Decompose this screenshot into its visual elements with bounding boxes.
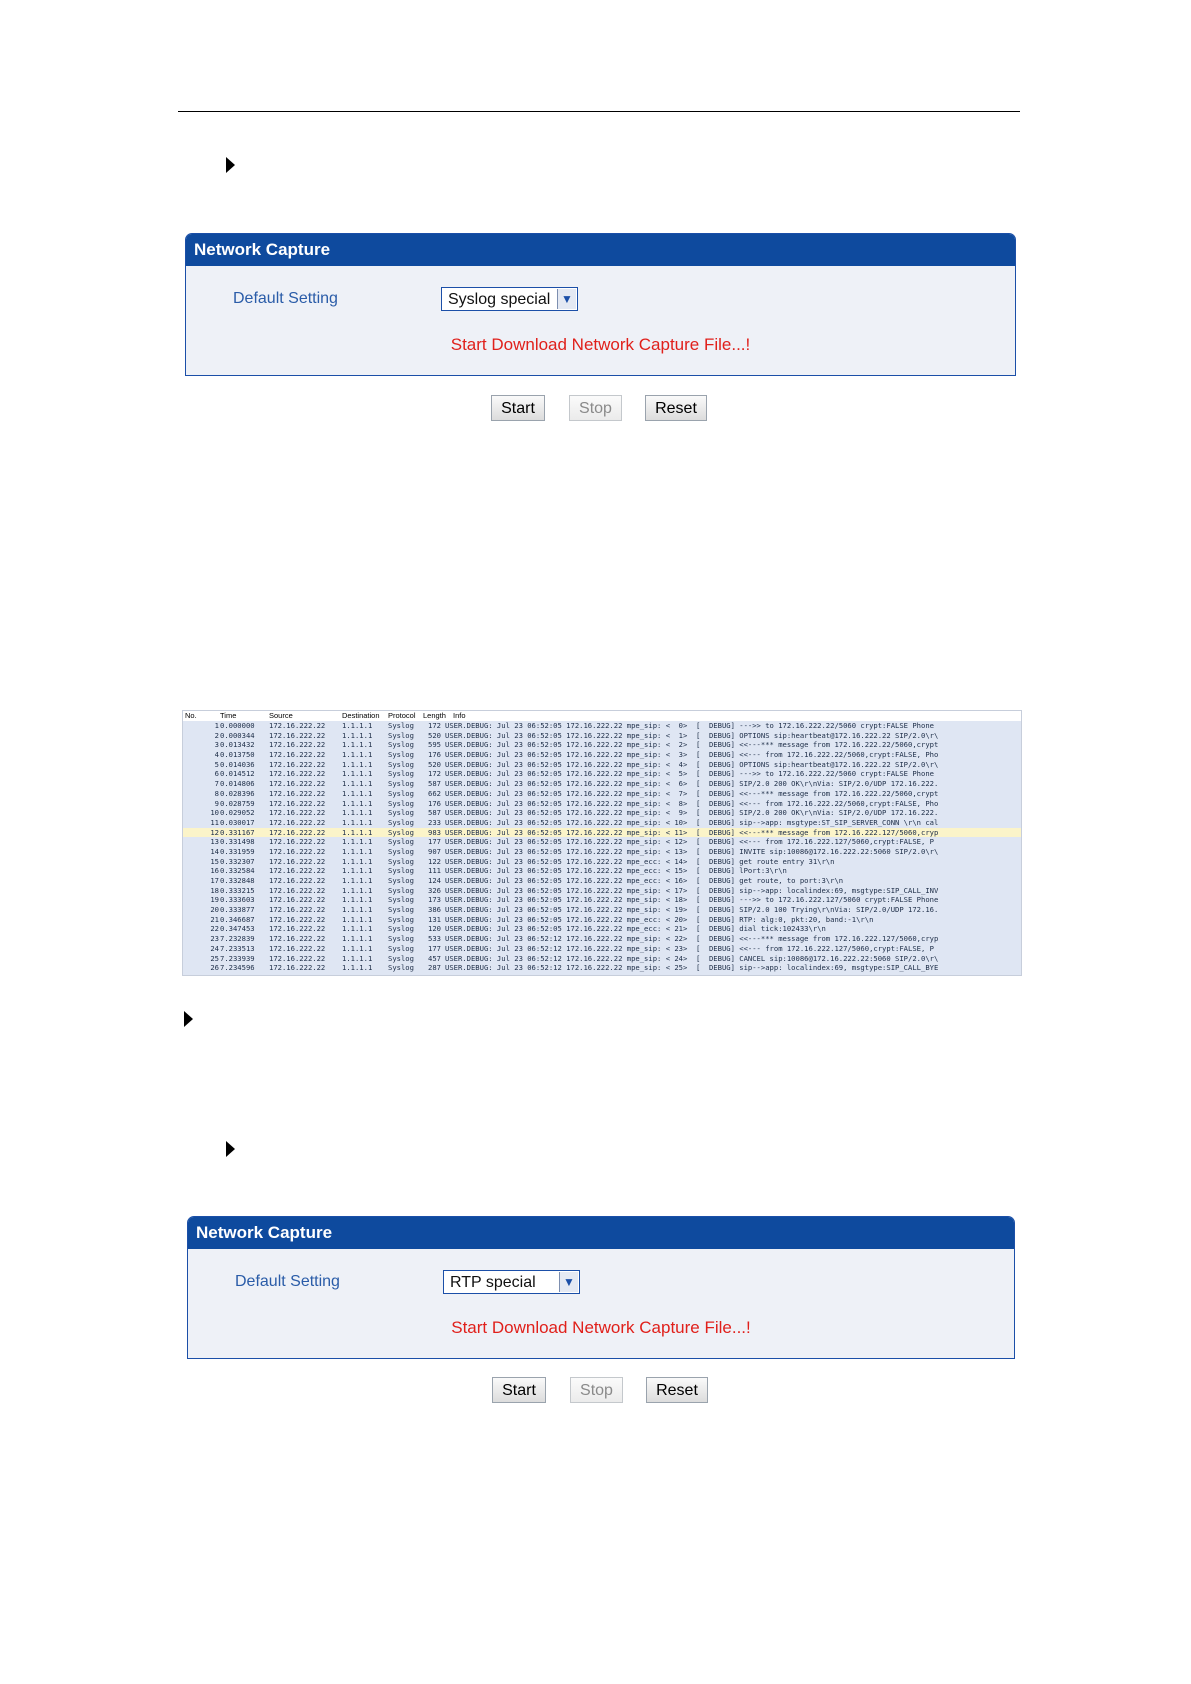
table-row[interactable] [183,721,1021,731]
default-setting-select[interactable] [441,287,578,311]
cell-time: 0.346687 [220,914,255,924]
cell-info: USER.DEBUG: Jul 23 06:52:12 172.16.222.22 mpe_sip: < 25> [ DEBUG] sip-->app: localindex:69, msgtype:SIP_CALL_BYE [445,963,939,973]
cell-src: 172.16.222.22 [269,934,326,944]
table-row[interactable] [183,895,1021,905]
cell-proto: Syslog [388,856,414,866]
cell-src: 172.16.222.22 [269,953,326,963]
cell-time: 0.333877 [220,905,255,915]
cell-no: 25 [210,953,219,963]
cell-dst: 1.1.1.1 [342,798,373,808]
cell-len: 120 [428,924,441,934]
reset-button[interactable]: Reset [646,1377,708,1403]
download-message: Start Download Network Capture File...! [451,1318,751,1337]
cell-len: 457 [428,953,441,963]
cell-proto: Syslog [388,759,414,769]
cell-no: 3 [214,740,219,750]
cell-proto: Syslog [388,779,414,789]
cell-dst: 1.1.1.1 [342,740,373,750]
cell-time: 0.331959 [220,846,255,856]
cell-info: USER.DEBUG: Jul 23 06:52:12 172.16.222.22 mpe_sip: < 23> [ DEBUG] <<--- from 172.16.222.127/5060,crypt:FALSE, P [445,943,934,953]
cell-no: 14 [210,846,219,856]
cell-len: 177 [428,943,441,953]
table-row[interactable] [183,876,1021,886]
cell-len: 587 [428,808,441,818]
cell-no: 10 [210,808,219,818]
table-row[interactable] [183,750,1021,760]
table-row[interactable] [183,963,1021,973]
capture-buttons [492,1377,712,1405]
cell-len: 172 [428,721,441,730]
cell-len: 386 [428,905,441,915]
cell-len: 907 [428,846,441,856]
cell-info: USER.DEBUG: Jul 23 06:52:12 172.16.222.22 mpe_sip: < 24> [ DEBUG] CANCEL sip:10086@172.16.222.22:5060 SIP/2.0\r\ [445,953,939,963]
table-row[interactable] [183,886,1021,896]
cell-info: USER.DEBUG: Jul 23 06:52:05 172.16.222.22 mpe_ecc: < 16> [ DEBUG] get route, to port:3\r\n [445,876,844,885]
cell-proto: Syslog [388,934,414,944]
cell-no: 22 [210,924,219,934]
col-no: No. [185,711,197,720]
cell-dst: 1.1.1.1 [342,924,373,934]
cell-time: 0.028759 [220,798,255,808]
cell-dst: 1.1.1.1 [342,769,373,779]
cell-info: USER.DEBUG: Jul 23 06:52:05 172.16.222.22 mpe_sip: < 0> [ DEBUG] --->> to 172.16.222.22/5060 crypt:FALSE Phone [445,721,934,730]
cell-info: USER.DEBUG: Jul 23 06:52:05 172.16.222.22 mpe_sip: < 1> [ DEBUG] OPTIONS sip:heartbeat@172.16.222.22 SIP/2.0\r\ [445,730,939,740]
cell-src: 172.16.222.22 [269,963,326,973]
cell-proto: Syslog [388,943,414,953]
table-row[interactable] [183,760,1021,770]
cell-no: 9 [214,798,219,808]
cell-time: 0.000344 [220,730,255,740]
cell-src: 172.16.222.22 [269,943,326,953]
cell-src: 172.16.222.22 [269,808,326,818]
cell-no: 6 [214,769,219,779]
start-button[interactable]: Start [491,395,545,421]
cell-proto: Syslog [388,963,414,973]
cell-dst: 1.1.1.1 [342,846,373,856]
cell-src: 172.16.222.22 [269,730,326,740]
cell-dst: 1.1.1.1 [342,934,373,944]
cell-len: 326 [428,885,441,895]
cell-len: 131 [428,914,441,924]
cell-info: USER.DEBUG: Jul 23 06:52:05 172.16.222.22 mpe_sip: < 6> [ DEBUG] SIP/2.0 200 OK\r\nVia: SIP/2.0/UDP 172.16.222. [445,779,939,789]
table-row[interactable] [183,740,1021,750]
cell-time: 0.000000 [220,721,255,730]
cell-time: 0.014806 [220,779,255,789]
capture-rows [183,721,1021,973]
wireshark-capture-list [182,710,1022,976]
cell-src: 172.16.222.22 [269,769,326,779]
cell-src: 172.16.222.22 [269,721,326,730]
cell-no: 20 [210,905,219,915]
cell-time: 7.232839 [220,934,255,944]
cell-proto: Syslog [388,837,414,847]
cell-time: 0.030017 [220,817,255,827]
table-row[interactable] [183,769,1021,779]
cell-no: 4 [214,750,219,760]
capture-header-row [183,711,1021,721]
cell-time: 0.014512 [220,769,255,779]
cell-info: USER.DEBUG: Jul 23 06:52:05 172.16.222.22 mpe_ecc: < 20> [ DEBUG] RTP: alg:0, pkt:20, band:-1\r\n [445,914,874,924]
cell-info: USER.DEBUG: Jul 23 06:52:05 172.16.222.22 mpe_sip: < 5> [ DEBUG] --->> to 172.16.222.22/5060 crypt:FALSE Phone [445,769,934,779]
cell-len: 587 [428,779,441,789]
table-row[interactable] [183,857,1021,867]
col-info: Info [453,711,466,720]
cell-src: 172.16.222.22 [269,895,326,905]
cell-len: 176 [428,798,441,808]
start-button[interactable]: Start [492,1377,546,1403]
cell-dst: 1.1.1.1 [342,876,373,885]
cell-src: 172.16.222.22 [269,837,326,847]
table-row[interactable] [183,779,1021,789]
cell-proto: Syslog [388,846,414,856]
cell-proto: Syslog [388,827,414,837]
cell-proto: Syslog [388,914,414,924]
col-length: Length [423,711,446,720]
cell-info: USER.DEBUG: Jul 23 06:52:05 172.16.222.22 mpe_sip: < 12> [ DEBUG] <<--- from 172.16.222.127/5060,crypt:FALSE, P [445,837,934,847]
cell-src: 172.16.222.22 [269,885,326,895]
cell-len: 287 [428,963,441,973]
capture-buttons [491,395,711,423]
cell-dst: 1.1.1.1 [342,808,373,818]
cell-src: 172.16.222.22 [269,856,326,866]
cell-no: 8 [214,788,219,798]
cell-src: 172.16.222.22 [269,876,326,885]
table-row[interactable] [183,828,1021,838]
cell-dst: 1.1.1.1 [342,943,373,953]
stop-button[interactable]: Stop [570,1377,623,1403]
col-protocol: Protocol [388,711,416,720]
download-message: Start Download Network Capture File...! [450,335,751,354]
cell-time: 0.013432 [220,740,255,750]
cell-proto: Syslog [388,876,414,885]
cell-proto: Syslog [388,730,414,740]
cell-info: USER.DEBUG: Jul 23 06:52:05 172.16.222.22 mpe_sip: < 8> [ DEBUG] <<--- from 172.16.222.22/5060,crypt:FALSE, Pho [445,798,939,808]
table-row[interactable] [183,924,1021,934]
cell-src: 172.16.222.22 [269,740,326,750]
cell-time: 0.347453 [220,924,255,934]
network-capture-panel-rtp [187,1216,1015,1359]
cell-info: USER.DEBUG: Jul 23 06:52:05 172.16.222.22 mpe_sip: < 17> [ DEBUG] sip-->app: localindex:69, msgtype:SIP_CALL_INV [445,885,939,895]
panel-title: Network Capture [188,1217,1014,1249]
cell-len: 233 [428,817,441,827]
cell-time: 0.332848 [220,876,255,885]
default-setting-label: Default Setting [233,290,338,307]
cell-time: 0.028396 [220,788,255,798]
cell-time: 0.014036 [220,759,255,769]
cell-src: 172.16.222.22 [269,905,326,915]
bullet-arrow-icon [226,1141,235,1157]
cell-proto: Syslog [388,895,414,905]
cell-no: 2 [214,730,219,740]
cell-no: 21 [210,914,219,924]
cell-no: 16 [210,866,219,876]
col-time: Time [220,711,237,720]
cell-src: 172.16.222.22 [269,750,326,760]
cell-proto: Syslog [388,788,414,798]
cell-len: 124 [428,876,441,885]
cell-info: USER.DEBUG: Jul 23 06:52:05 172.16.222.22 mpe_sip: < 2> [ DEBUG] <<---*** message from 172.16.222.22/5060,crypt [445,740,939,750]
cell-no: 18 [210,885,219,895]
cell-dst: 1.1.1.1 [342,963,373,973]
cell-dst: 1.1.1.1 [342,905,373,915]
cell-no: 17 [210,876,219,885]
cell-no: 24 [210,943,219,953]
cell-src: 172.16.222.22 [269,866,326,876]
cell-src: 172.16.222.22 [269,846,326,856]
cell-src: 172.16.222.22 [269,827,326,837]
select-value: Syslog special [448,291,551,308]
cell-len: 173 [428,895,441,905]
cell-len: 662 [428,788,441,798]
cell-no: 19 [210,895,219,905]
cell-info: USER.DEBUG: Jul 23 06:52:05 172.16.222.22 mpe_sip: < 18> [ DEBUG] --->> to 172.16.222.127/5060 crypt:FALSE Phone [445,895,939,905]
cell-no: 26 [210,963,219,973]
cell-no: 1 [214,721,219,730]
cell-len: 983 [428,827,441,837]
cell-info: USER.DEBUG: Jul 23 06:52:05 172.16.222.22 mpe_ecc: < 14> [ DEBUG] get route entry 31\r\n [445,856,835,866]
cell-info: USER.DEBUG: Jul 23 06:52:05 172.16.222.22 mpe_sip: < 3> [ DEBUG] <<--- from 172.16.222.22/5060,crypt:FALSE, Pho [445,750,939,760]
cell-dst: 1.1.1.1 [342,856,373,866]
cell-src: 172.16.222.22 [269,779,326,789]
cell-proto: Syslog [388,769,414,779]
col-source: Source [269,711,293,720]
cell-info: USER.DEBUG: Jul 23 06:52:05 172.16.222.22 mpe_sip: < 4> [ DEBUG] OPTIONS sip:heartbeat@172.16.222.22 SIP/2.0\r\ [445,759,939,769]
cell-proto: Syslog [388,740,414,750]
cell-time: 7.233513 [220,943,255,953]
cell-proto: Syslog [388,817,414,827]
cell-info: USER.DEBUG: Jul 23 06:52:05 172.16.222.22 mpe_ecc: < 15> [ DEBUG] lPort:3\r\n [445,866,787,876]
reset-button[interactable]: Reset [645,395,707,421]
cell-time: 0.029052 [220,808,255,818]
cell-time: 0.332584 [220,866,255,876]
cell-info: USER.DEBUG: Jul 23 06:52:05 172.16.222.22 mpe_sip: < 19> [ DEBUG] SIP/2.0 100 Trying\r\nVia: SIP/2.0/UDP 172.16. [445,905,939,915]
table-row[interactable] [183,954,1021,964]
table-row[interactable] [183,866,1021,876]
cell-time: 7.234596 [220,963,255,973]
default-setting-select[interactable] [443,1270,580,1294]
cell-no: 7 [214,779,219,789]
cell-no: 5 [214,759,219,769]
table-row[interactable] [183,905,1021,915]
cell-dst: 1.1.1.1 [342,721,373,730]
chevron-down-icon[interactable]: ▼ [559,1272,578,1292]
cell-len: 176 [428,750,441,760]
col-destination: Destination [342,711,380,720]
header-rule [178,111,1020,112]
cell-dst: 1.1.1.1 [342,953,373,963]
table-row[interactable] [183,944,1021,954]
cell-src: 172.16.222.22 [269,924,326,934]
cell-src: 172.16.222.22 [269,788,326,798]
cell-len: 172 [428,769,441,779]
cell-src: 172.16.222.22 [269,798,326,808]
stop-button[interactable]: Stop [569,395,622,421]
cell-time: 0.333215 [220,885,255,895]
cell-no: 11 [210,817,219,827]
cell-time: 0.331167 [220,827,255,837]
select-value: RTP special [450,1274,536,1291]
cell-proto: Syslog [388,808,414,818]
cell-dst: 1.1.1.1 [342,779,373,789]
cell-proto: Syslog [388,905,414,915]
cell-dst: 1.1.1.1 [342,895,373,905]
table-row[interactable] [183,934,1021,944]
cell-len: 533 [428,934,441,944]
cell-src: 172.16.222.22 [269,759,326,769]
cell-dst: 1.1.1.1 [342,827,373,837]
cell-time: 0.333603 [220,895,255,905]
cell-len: 595 [428,740,441,750]
cell-dst: 1.1.1.1 [342,885,373,895]
cell-dst: 1.1.1.1 [342,759,373,769]
cell-dst: 1.1.1.1 [342,730,373,740]
cell-info: USER.DEBUG: Jul 23 06:52:05 172.16.222.22 mpe_sip: < 7> [ DEBUG] <<---*** message from 172.16.222.22/5060,crypt [445,788,939,798]
cell-proto: Syslog [388,866,414,876]
table-row[interactable] [183,915,1021,925]
bullet-arrow-icon [226,157,235,173]
panel-title: Network Capture [186,234,1015,266]
cell-len: 122 [428,856,441,866]
cell-time: 0.013750 [220,750,255,760]
cell-time: 0.332307 [220,856,255,866]
cell-no: 12 [210,827,219,837]
cell-time: 7.233939 [220,953,255,963]
cell-len: 111 [428,866,441,876]
cell-time: 0.331498 [220,837,255,847]
cell-dst: 1.1.1.1 [342,914,373,924]
cell-dst: 1.1.1.1 [342,788,373,798]
cell-proto: Syslog [388,885,414,895]
cell-dst: 1.1.1.1 [342,817,373,827]
cell-info: USER.DEBUG: Jul 23 06:52:05 172.16.222.22 mpe_sip: < 9> [ DEBUG] SIP/2.0 200 OK\r\nVia: SIP/2.0/UDP 172.16.222. [445,808,939,818]
default-setting-label: Default Setting [235,1273,340,1290]
table-row[interactable] [183,847,1021,857]
cell-info: USER.DEBUG: Jul 23 06:52:05 172.16.222.22 mpe_sip: < 13> [ DEBUG] INVITE sip:10086@172.16.222.22:5060 SIP/2.0\r\ [445,846,939,856]
cell-info: USER.DEBUG: Jul 23 06:52:12 172.16.222.22 mpe_sip: < 22> [ DEBUG] <<---*** message from 172.16.222.127/5060,cryp [445,934,939,944]
cell-dst: 1.1.1.1 [342,750,373,760]
cell-no: 23 [210,934,219,944]
cell-proto: Syslog [388,924,414,934]
cell-len: 520 [428,730,441,740]
cell-len: 177 [428,837,441,847]
cell-proto: Syslog [388,798,414,808]
cell-src: 172.16.222.22 [269,817,326,827]
cell-info: USER.DEBUG: Jul 23 06:52:05 172.16.222.22 mpe_sip: < 11> [ DEBUG] <<---*** message from 172.16.222.127/5060,cryp [445,827,939,837]
cell-no: 13 [210,837,219,847]
cell-proto: Syslog [388,953,414,963]
table-row[interactable] [183,808,1021,818]
cell-dst: 1.1.1.1 [342,837,373,847]
table-row[interactable] [183,818,1021,828]
cell-info: USER.DEBUG: Jul 23 06:52:05 172.16.222.22 mpe_sip: < 10> [ DEBUG] sip-->app: msgtype:ST_SIP_SERVER_CONN \r\n cal [445,817,939,827]
cell-proto: Syslog [388,750,414,760]
network-capture-panel-syslog [185,233,1016,376]
bullet-arrow-icon [184,1011,193,1027]
cell-len: 520 [428,759,441,769]
chevron-down-icon[interactable]: ▼ [557,289,576,309]
cell-no: 15 [210,856,219,866]
table-row[interactable] [183,789,1021,799]
cell-proto: Syslog [388,721,414,730]
cell-src: 172.16.222.22 [269,914,326,924]
table-row[interactable] [183,731,1021,741]
table-row[interactable] [183,799,1021,809]
table-row[interactable] [183,837,1021,847]
cell-dst: 1.1.1.1 [342,866,373,876]
cell-info: USER.DEBUG: Jul 23 06:52:05 172.16.222.22 mpe_ecc: < 21> [ DEBUG] dial tick:102433\r\n [445,924,826,934]
